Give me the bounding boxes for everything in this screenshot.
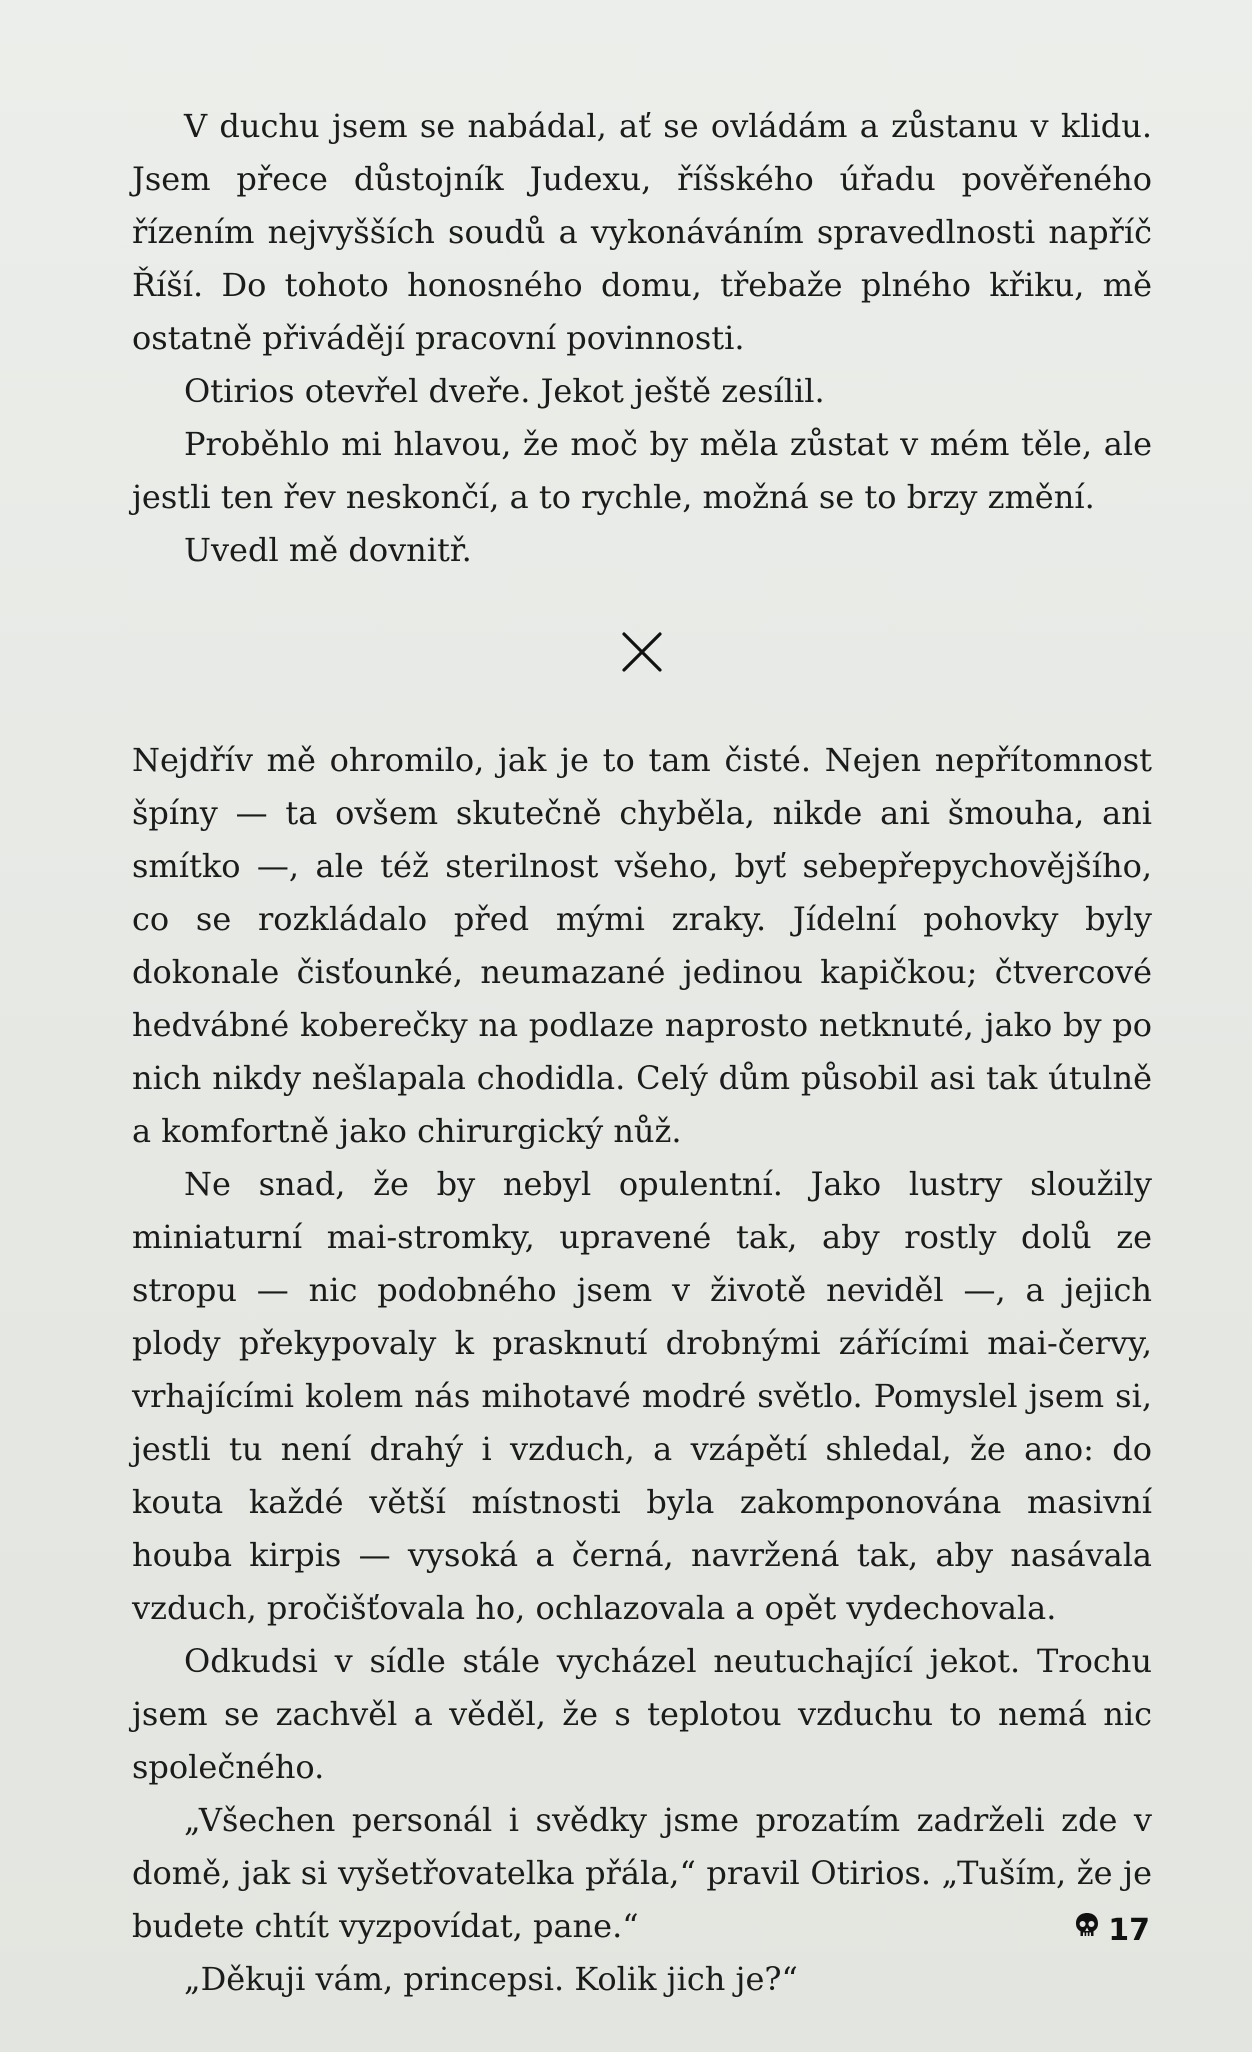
paragraph: Nejdřív mě ohromilo, jak je to tam čisté. Nejen nepřítomnost špíny — ta ovšem skutečně chyběla, nikde ani šmouha, ani smítko —, ale též sterilnost všeho, byť sebepřepychovějšího, co se rozkládalo před mými zraky. Jídelní pohovky byly dokonale čisťounké, neumazané jedinou kapičkou; čtvercové hedvábné koberečky na podlaze naprosto netknuté, jako by po nich nikdy nešlapala chodidla. Celý dům působil asi tak útulně a komfortně jako chirurgický nůž. <box>132 741 1152 1150</box>
paragraph: „Děkuji vám, princepsi. Kolik jich je?“ <box>184 1960 798 1998</box>
paragraph: Odkudsi v sídle stále vycházel neutuchající jekot. Trochu jsem se zachvěl a věděl, že s teplotou vzduchu to nemá nic společného. <box>132 1642 1152 1786</box>
page-number: 17 <box>1108 1912 1150 1948</box>
skull-icon <box>1074 1912 1100 1948</box>
paragraph: V duchu jsem se nabádal, ať se ovládám a zůstanu v klidu. Jsem přece důstojník Judexu, říšského úřadu pověřeného řízením nejvyšších soudů a vykonáváním spravedlnosti napříč Říší. Do tohoto honosného domu, třebaže plného křiku, mě ostatně přivádějí pracovní povinnosti. <box>132 107 1152 357</box>
paragraph: Proběhlo mi hlavou, že moč by měla zůstat v mém těle, ale jestli ten řev neskončí, a to rychle, možná se to brzy změní. <box>132 425 1152 516</box>
text-block-bottom <box>132 734 1152 2006</box>
text-block-top <box>132 100 1152 577</box>
x-ornament-icon <box>616 626 668 678</box>
paragraph: Otirios otevřel dveře. Jekot ještě zesílil. <box>184 372 825 410</box>
page-footer <box>1074 1912 1150 1948</box>
paragraph: „Všechen personál i svědky jsme prozatím zadrželi zde v domě, jak si vyšetřovatelka přála,“ pravil Otirios. „Tuším, že je budete chtít vyzpovídat, pane.“ <box>132 1801 1152 1945</box>
paragraph: Uvedl mě dovnitř. <box>184 531 472 569</box>
paragraph: Ne snad, že by nebyl opulentní. Jako lustry sloužily miniaturní mai-stromky, upravené tak, aby rostly dolů ze stropu — nic podobného jsem v životě neviděl —, a jejich plody překypovaly k prasknutí drobnými zářícími mai-červy, vrhajícími kolem nás mihotavé modré světlo. Pomyslel jsem si, jestli tu není drahý i vzduch, a vzápětí shledal, že ano: do kouta každé větší místnosti byla zakomponována masivní houba kirpis — vysoká a černá, navržená tak, aby nasávala vzduch, pročišťovala ho, ochlazovala a opět vydechovala. <box>132 1165 1152 1627</box>
